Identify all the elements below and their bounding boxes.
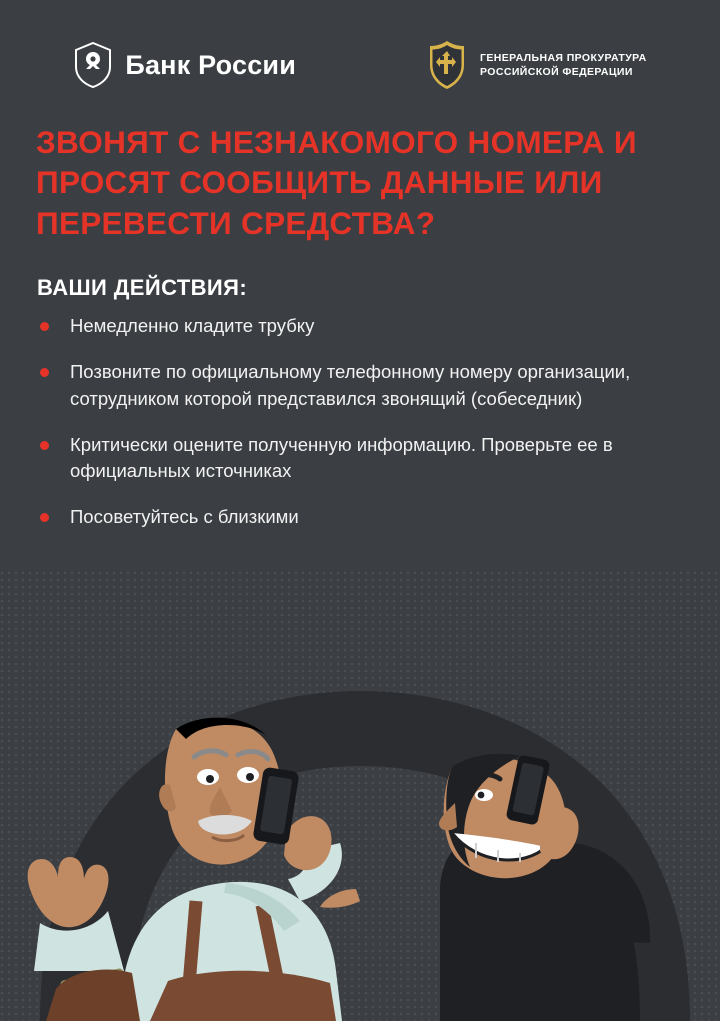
actions-list	[37, 313, 667, 551]
logo-bar	[0, 30, 720, 100]
victim-pupil-left	[206, 775, 214, 783]
list-item-text: Позвоните по официальному телефонному номеру организации, сотрудником которой представился звонящий (собеседник)	[70, 361, 631, 409]
bullet-dot-icon	[40, 513, 49, 522]
illustration-svg	[0, 571, 720, 1021]
prosecutor-general-label	[480, 51, 647, 79]
prosecutor-line-2: РОССИЙСКОЙ ФЕДЕРАЦИИ	[480, 66, 633, 78]
scammer-pupil	[478, 792, 485, 799]
list-item-text: Критически оцените полученную информацию. Проверьте ее в официальных источниках	[70, 433, 613, 482]
list-item	[37, 504, 667, 530]
list-item	[37, 359, 667, 412]
prosecutor-general-logo	[426, 39, 647, 91]
actions-title: ВАШИ ДЕЙСТВИЯ:	[37, 275, 248, 300]
headline: ЗВОНЯТ С НЕЗНАКОМОГО НОМЕРА И ПРОСЯТ СООБЩИТЬ ДАННЫЕ ИЛИ ПЕРЕВЕСТИ СРЕДСТВА?	[36, 124, 637, 241]
victim-pupil-right	[246, 773, 254, 781]
list-item	[37, 432, 667, 485]
bullet-dot-icon	[40, 368, 49, 377]
list-item-text: Посоветуйтесь с близкими	[70, 506, 299, 528]
bullet-dot-icon	[40, 322, 49, 331]
prosecutor-emblem-icon	[426, 39, 468, 91]
phone-scam-illustration	[0, 571, 720, 1021]
cbr-emblem-icon	[73, 42, 113, 88]
list-item	[37, 313, 667, 339]
bank-of-russia-logo	[73, 42, 296, 88]
list-item-text: Немедленно кладите трубку	[70, 315, 315, 336]
bank-of-russia-label: Банк России	[125, 49, 297, 80]
victim-trousers	[150, 971, 336, 1021]
prosecutor-line-1: ГЕНЕРАЛЬНАЯ ПРОКУРАТУРА	[480, 51, 647, 64]
bullet-dot-icon	[40, 441, 49, 450]
